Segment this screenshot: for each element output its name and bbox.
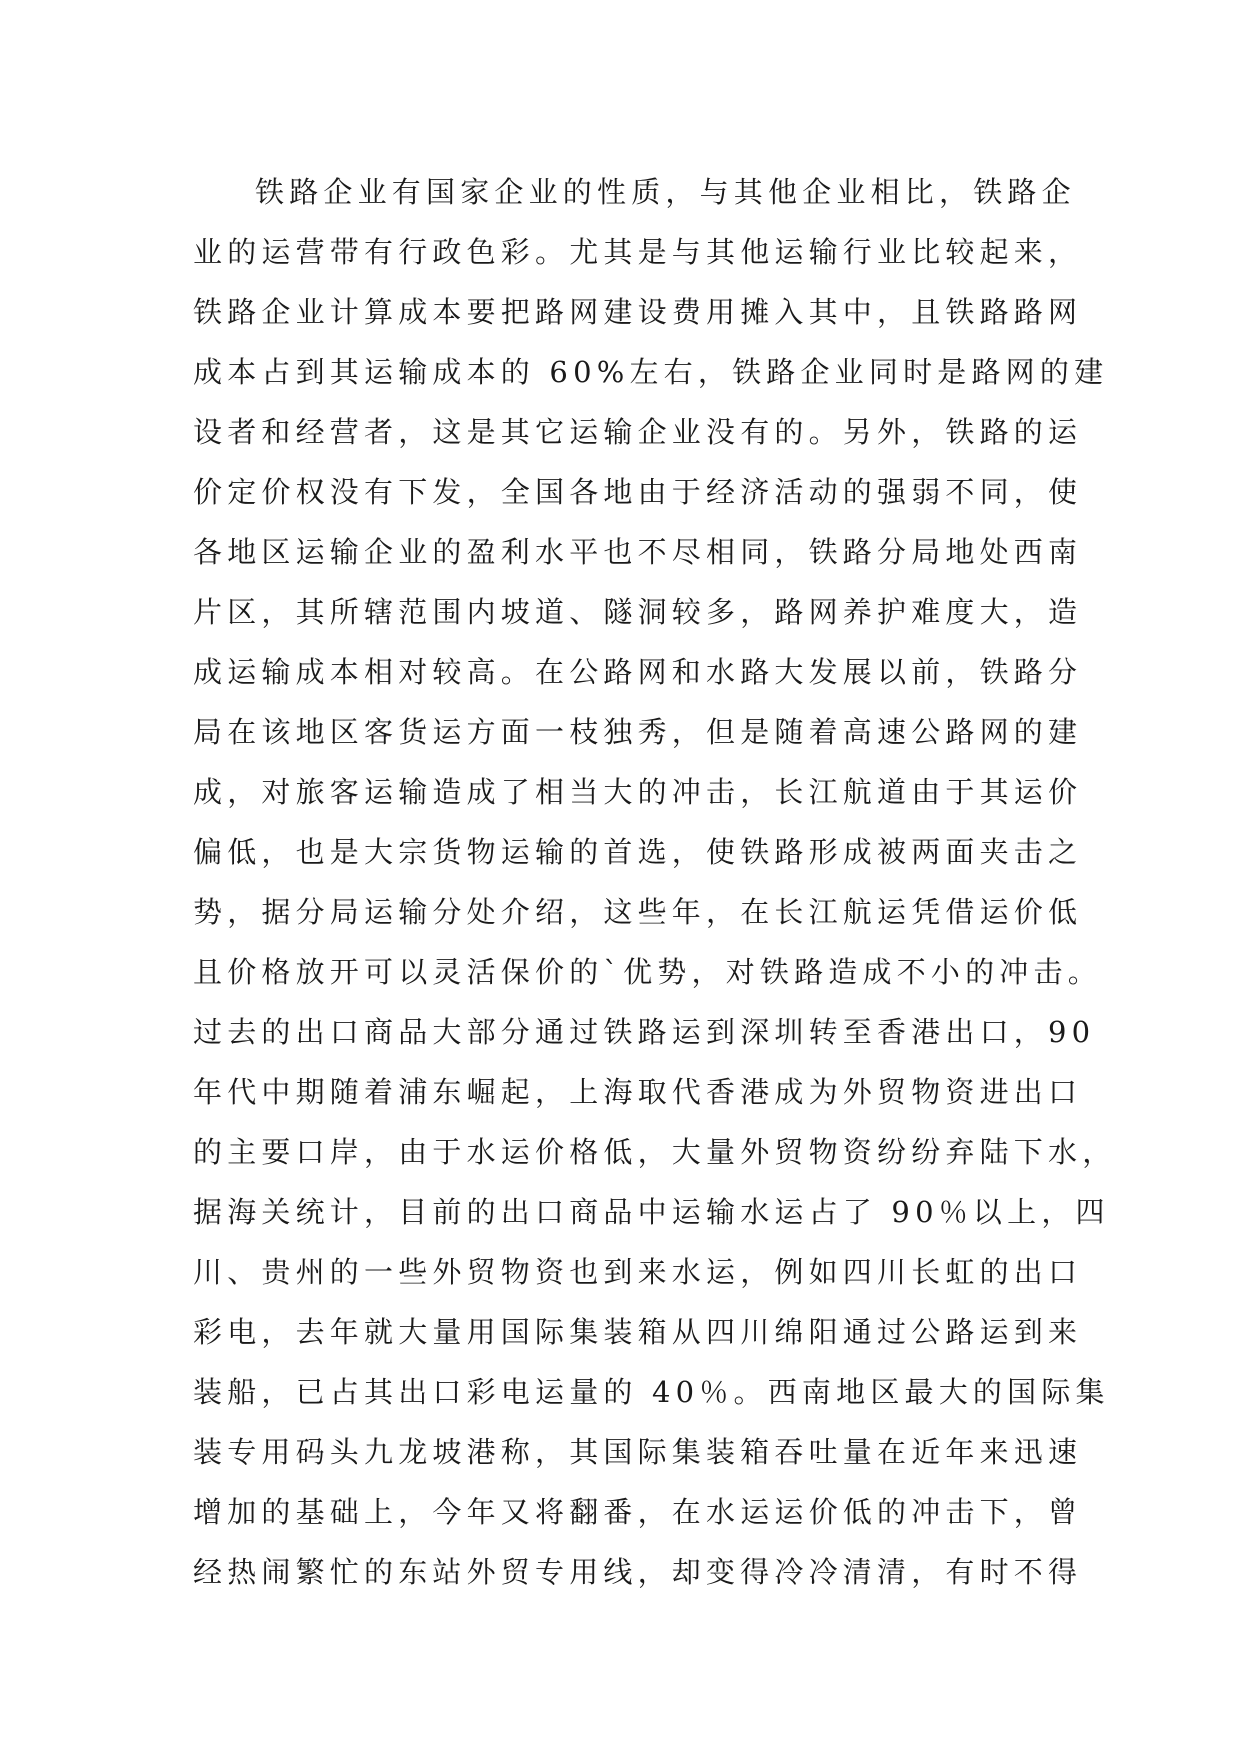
paragraph-line: 势，据分局运输分处介绍，这些年，在长江航运凭借运价低 bbox=[193, 895, 1083, 929]
paragraph-line: 成本占到其运输成本的 60%左右，铁路企业同时是路网的建 bbox=[193, 355, 1109, 389]
paragraph-line: 的主要口岸，由于水运价格低，大量外贸物资纷纷弃陆下水， bbox=[193, 1135, 1117, 1169]
paragraph-line: 据海关统计，目前的出口商品中运输水运占了 90％以上，四 bbox=[193, 1195, 1110, 1229]
paragraph-line: 设者和经营者，这是其它运输企业没有的。另外，铁路的运 bbox=[193, 415, 1083, 449]
paragraph-line: 年代中期随着浦东崛起，上海取代香港成为外贸物资进出口 bbox=[193, 1075, 1083, 1109]
paragraph-line: 铁路企业计算成本要把路网建设费用摊入其中，且铁路路网 bbox=[193, 295, 1083, 329]
paragraph-line: 业的运营带有行政色彩。尤其是与其他运输行业比较起来， bbox=[193, 235, 1083, 269]
paragraph-line: 川、贵州的一些外贸物资也到来水运，例如四川长虹的出口 bbox=[193, 1255, 1083, 1289]
paragraph-line: 成运输成本相对较高。在公路网和水路大发展以前，铁路分 bbox=[193, 655, 1083, 689]
paragraph-line: 偏低，也是大宗货物运输的首选，使铁路形成被两面夹击之 bbox=[193, 835, 1083, 869]
paragraph-line: 增加的基础上，今年又将翻番，在水运运价低的冲击下，曾 bbox=[193, 1495, 1083, 1529]
paragraph-line: 装专用码头九龙坡港称，其国际集装箱吞吐量在近年来迅速 bbox=[193, 1435, 1083, 1469]
paragraph-line: 经热闹繁忙的东站外贸专用线，却变得冷冷清清，有时不得 bbox=[193, 1555, 1083, 1589]
paragraph-line: 局在该地区客货运方面一枝独秀，但是随着高速公路网的建 bbox=[193, 715, 1083, 749]
paragraph-line: 价定价权没有下发，全国各地由于经济活动的强弱不同，使 bbox=[193, 475, 1083, 509]
paragraph-line: 各地区运输企业的盈利水平也不尽相同，铁路分局地处西南 bbox=[193, 535, 1083, 569]
paragraph-line: 彩电，去年就大量用国际集装箱从四川绵阳通过公路运到来 bbox=[193, 1315, 1083, 1349]
paragraph-line: 成，对旅客运输造成了相当大的冲击，长江航道由于其运价 bbox=[193, 775, 1083, 809]
paragraph-line: 片区，其所辖范围内坡道、隧洞较多，路网养护难度大，造 bbox=[193, 595, 1083, 629]
body-paragraph bbox=[193, 162, 1117, 1602]
paragraph-line: 过去的出口商品大部分通过铁路运到深圳转至香港出口，90 bbox=[193, 1015, 1096, 1049]
paragraph-line: 且价格放开可以灵活保价的`优势，对铁路造成不小的冲击。 bbox=[193, 955, 1102, 989]
paragraph-line: 铁路企业有国家企业的性质，与其他企业相比，铁路企 bbox=[255, 175, 1076, 209]
paragraph-line: 装船，已占其出口彩电运量的 40％。西南地区最大的国际集 bbox=[193, 1375, 1110, 1409]
